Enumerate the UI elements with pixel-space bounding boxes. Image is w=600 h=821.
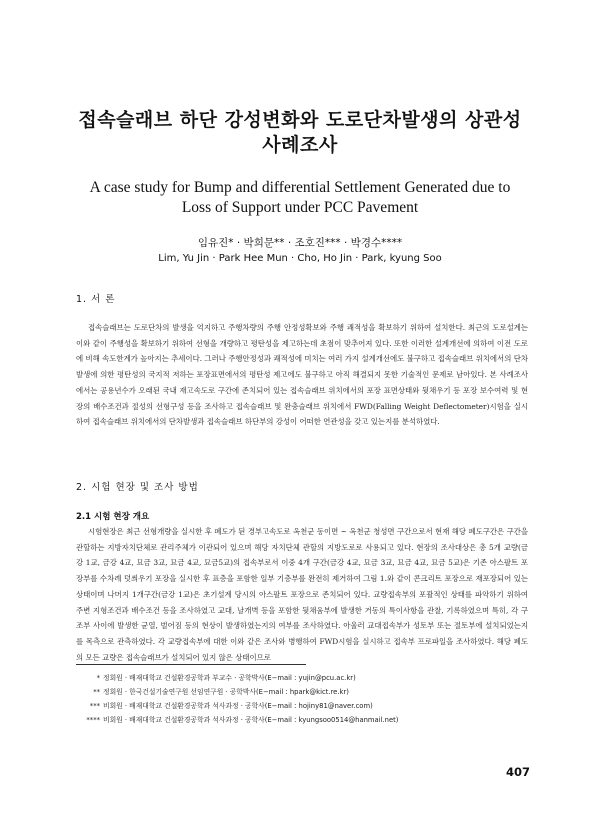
- section-1-paragraph: 접속슬래브는 도로단차의 발생을 억지하고 주행차량의 주행 안정성확보와 주행 쾌적성을 확보하기 위하여 설치한다. 최근의 도로설계는 이와 같이 주행성을 확보하기 위하여 선형을 개량하고 평탄성을 제고하는데 초점이 맞추어져 있다. 또한 이러한 설계개선에 의하여 이전 도로에 비해 속도한계가 높아지는 추세이다. 그러나 주행안정성과 쾌적성에 미치는 여러 가지 설계개선에도 불구하고 접속슬래브 위치에서의 단차발생에 의한 평탄성의 국지적 저하는 포장표면에서의 평탄성 제고에도 불구하고 아직 해결되지 못한 기술적인 문제로 남아있다. 본 사례조사에서는 공용년수가 오래된 국내 재고속도로 구간에 존치되어 있는 접속슬래브 위치에서의 포장 표면상태와 뒷채우기 등 포장 보수여력 및 현장의 배수조건과 절성의 선형구성 등을 조사하고 접속슬래브 및 완충슬래브 위치에서 FWD(Falling Weight Deflectometer)시험을 실시하여 접속슬래브 위치에서의 단차발생과 접속슬래브 하단부의 강성이 어떠한 연관성을 갖고 있는지를 분석하였다.: [76, 323, 528, 427]
- footnote: [76, 699, 528, 713]
- english-title-line-1: A case study for Bump and differential Settlement Generated due to: [89, 179, 511, 196]
- footnote-mark: ***: [89, 702, 100, 710]
- footnote: [76, 685, 528, 699]
- section-2-1-heading: 2.1 시험 현장 개요: [76, 512, 150, 522]
- section-1-heading: 1. 서 론: [76, 294, 116, 305]
- korean-title-line-1: 접속슬래브 하단 강성변화와 도로단차발생의 상관성: [78, 109, 522, 131]
- footnote: [76, 713, 528, 727]
- footnote-mark: ****: [86, 716, 100, 724]
- footnote-text: 비회원 · 배재대학교 건설환경공학과 석사과정 · 공학사(E−mail : hojiny81@naver.com): [103, 702, 373, 710]
- footnote-rule: [76, 664, 306, 665]
- english-title: [40, 178, 560, 218]
- korean-title: [40, 108, 560, 158]
- section-2-1-paragraph: 시험현장은 최근 선형개량을 실시한 후 폐도가 된 경부고속도로 옥천군 동이면 ~ 옥천군 청성면 구간으로서 현재 해당 폐도구간은 구간을 관할하는 지방자치단체로 관리주체가 이관되어 있으며 해당 자치단체 관할의 지방도로로 사용되고 있다. 현장의 조사대상은 총 5개 교량(금강 1교, 금강 4교, 묘금 3교, 묘금 4교, 묘금5교)의 접속부로서 이중 4개 구간(금강 4교, 묘금 3교, 묘금 4교, 묘금 5교)은 기존 아스팔트 포장부를 수차례 덧씌우기 포장을 실시한 후 표층을 포함한 일부 기층부를 완전히 제거하여 그림 1.와 같이 콘크리트 포장으로 재포장되어 있는 상태이며 나머지 1개구간(금강 1교)은 초기설계 당시의 아스팔트 포장으로 존치되어 있다. 교량접속부의 포괄적인 상태를 파악하기 위하여 주변 지형조건과 배수조건 등을 조사하였고 교대, 날개벽 등을 포함한 뒷채움부에 발생한 거동의 특이사항을 관찰, 기록하였으며 특히, 각 구조부 사이에 발생한 균열, 벌어짐 등의 현상이 발생하였는지의 여부를 조사하였다. 아울러 교대접속부가 성토부 또는 절토부에 설치되었는지를 목측으로 관측하였다. 각 교량접속부에 대한 이와 같은 조사와 병행하여 FWD시험을 실시하고 접속부 프로파일을 조사하였다. 해당 폐도의 모든 교량은 접속슬래브가 설치되어 있지 않은 상태이므로: [76, 527, 528, 662]
- footnotes: [76, 671, 528, 727]
- footnote-text: 정회원 · 배재대학교 건설환경공학과 부교수 · 공학박사(E−mail : yujin@pcu.ac.kr): [103, 674, 356, 682]
- footnote-mark: **: [93, 688, 100, 696]
- authors-english: Lim, Yu Jin · Park Hee Mun · Cho, Ho Jin · Park, kyung Soo: [158, 253, 442, 264]
- footnote-text: 비회원 · 배재대학교 건설환경공학과 석사과정 · 공학사(E−mail : kyungsoo0514@hanmail.net): [103, 716, 399, 724]
- page-number: 407: [505, 765, 530, 779]
- english-title-line-2: Loss of Support under PCC Pavement: [181, 199, 419, 216]
- footnote-mark: *: [96, 674, 100, 682]
- footnote-text: 정회원 · 한국건설기술연구원 선임연구원 · 공학박사(E−mail : hpark@kict.re.kr): [103, 688, 349, 696]
- korean-title-line-2: 사례조사: [262, 134, 338, 156]
- authors-korean: 임유진* · 박희문** · 조호진*** · 박경수****: [197, 237, 403, 249]
- section-2-heading: 2. 시험 현장 및 조사 방법: [76, 482, 199, 493]
- footnote: [76, 671, 528, 685]
